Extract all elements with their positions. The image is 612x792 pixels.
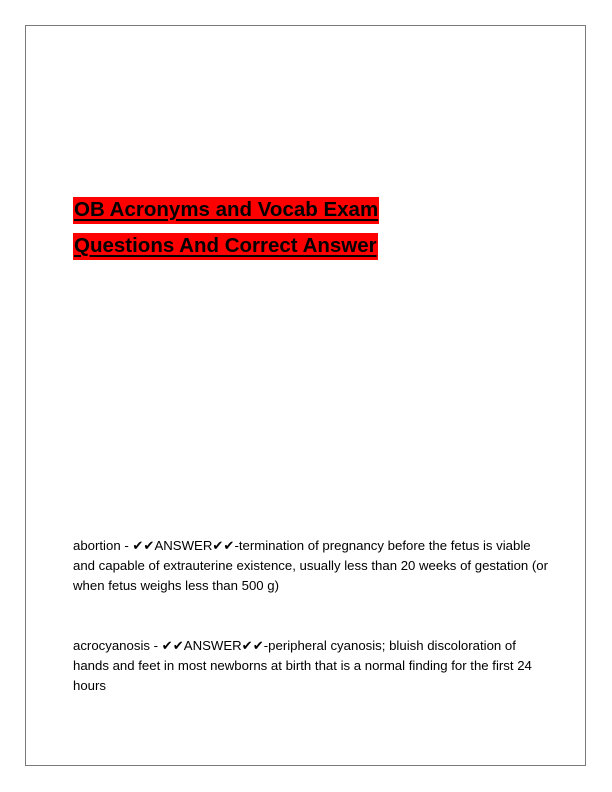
document-title bbox=[73, 192, 493, 264]
vocab-entry-acrocyanosis: acrocyanosis - ✔✔ANSWER✔✔-peripheral cyanosis; bluish discoloration of hands and feet in most newborns at birth that is a normal finding for the first 24 hours bbox=[73, 638, 532, 693]
document-page bbox=[25, 25, 586, 766]
vocab-entry-abortion: abortion - ✔✔ANSWER✔✔-termination of pregnancy before the fetus is viable and capable of extrauterine existence, usually less than 20 weeks of gestation (or when fetus weighs less than 500 g) bbox=[73, 538, 549, 593]
title-line-2: Questions And Correct Answer bbox=[73, 233, 378, 260]
vocab-entries bbox=[73, 536, 553, 736]
title-line-1: OB Acronyms and Vocab Exam bbox=[73, 197, 379, 224]
